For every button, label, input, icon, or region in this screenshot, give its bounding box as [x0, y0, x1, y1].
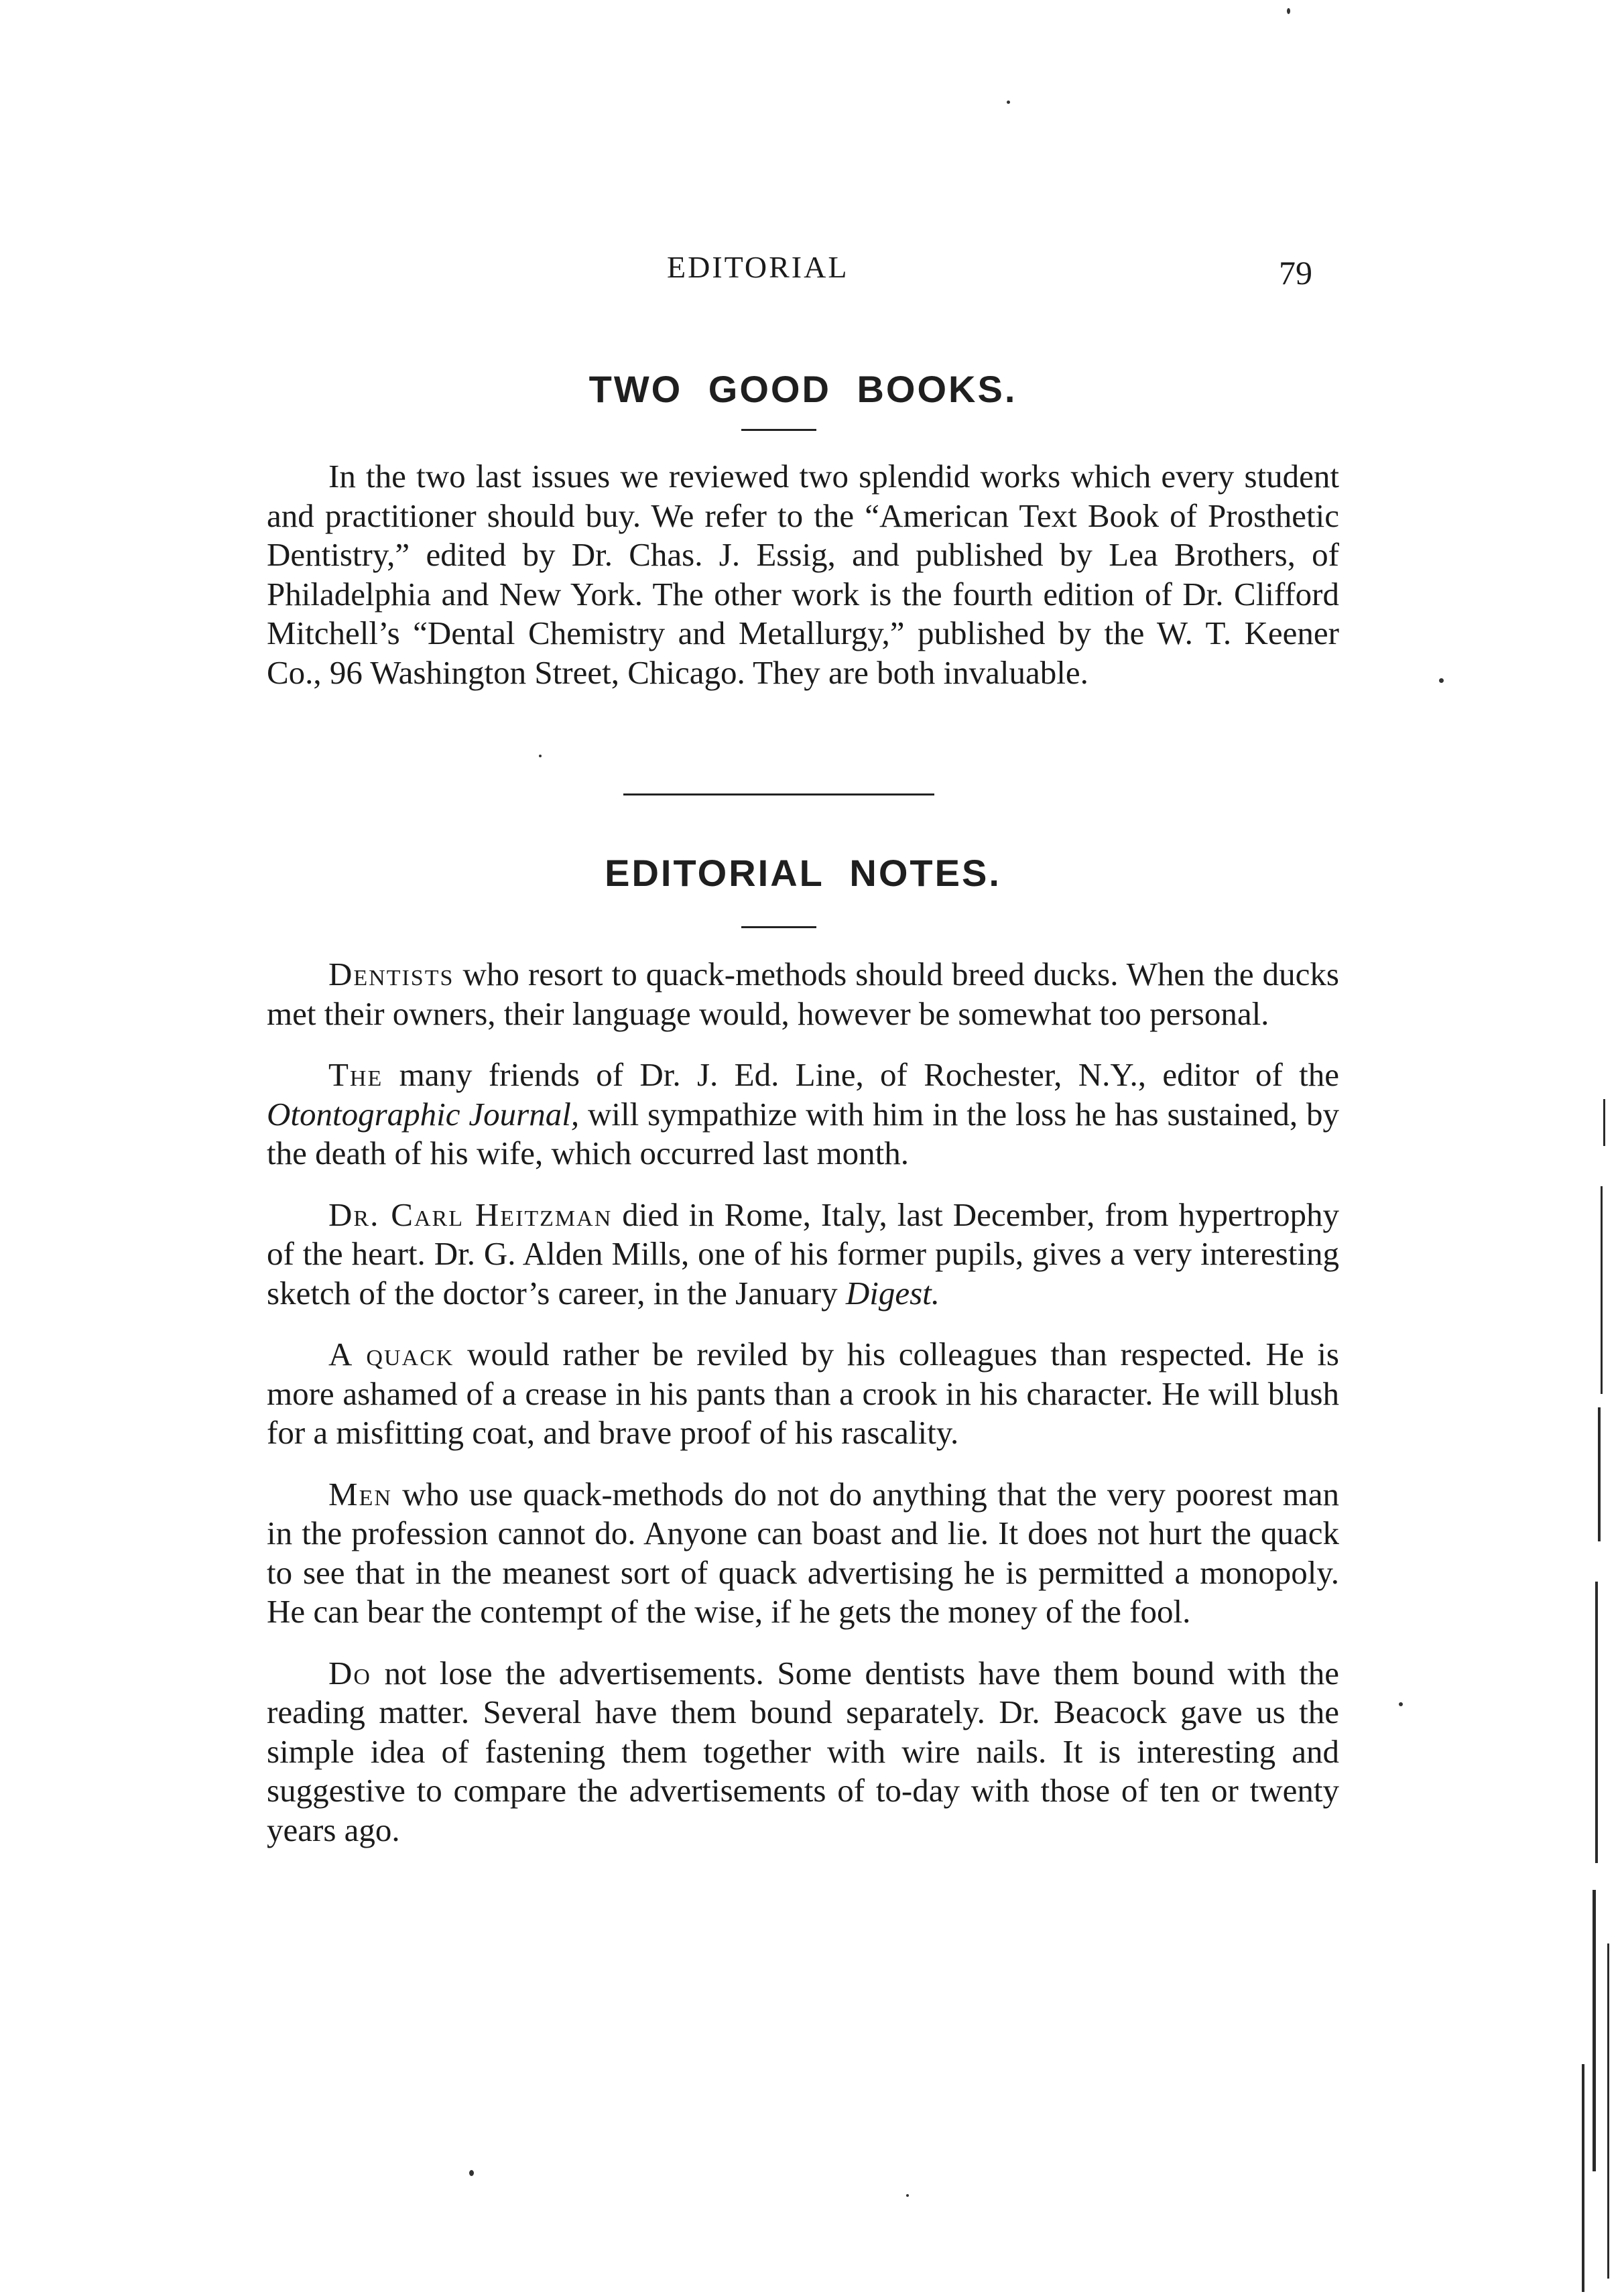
binding-edge-mark — [1603, 1099, 1605, 1146]
note-lead-in: A quack — [328, 1336, 454, 1373]
scan-speck — [539, 755, 542, 757]
books-paragraph-body: In the two last issues we reviewed two splendid works which every student and practitioner should buy. We refer to the “American Text Book of Prosthetic Dentistry,” edited by Dr. Chas. J. Essig, and published by Lea Brothers, of Philadelphia and New York. The other work is the fourth edition of Dr. Clifford Mitchell’s “Dental Chemistry and Metallurgy,” published by the W. T. Keener Co., 96 Washington Street, Chicago. They are both invaluable. — [267, 458, 1339, 691]
note-paragraph — [267, 1335, 1339, 1453]
books-paragraph-text — [267, 457, 1339, 692]
page-number: 79 — [1279, 254, 1312, 292]
scan-speck — [906, 2194, 909, 2197]
note-paragraph — [267, 1475, 1339, 1632]
scan-speck — [1399, 1702, 1403, 1706]
note-lead-in: Do — [328, 1654, 371, 1692]
binding-edge-mark — [1582, 2064, 1584, 2292]
running-head-title: EDITORIAL — [667, 250, 849, 284]
binding-edge-mark — [1601, 1186, 1603, 1394]
section-divider-rule — [623, 793, 934, 795]
scan-speck — [1439, 678, 1444, 683]
note-paragraph — [267, 1654, 1339, 1850]
section-heading-notes: EDITORIAL NOTES. — [605, 852, 1001, 894]
books-paragraph — [267, 457, 1339, 692]
scan-speck — [469, 2170, 474, 2176]
running-head — [0, 249, 1622, 290]
heading-rule-short — [741, 429, 816, 431]
note-lead-in: Men — [328, 1475, 392, 1513]
note-text: died in Rome, Italy, last December, from hypertrophy of the heart. Dr. G. Alden Mills, one of his former pupils, gives a very interesting sketch of the doctor’s career, in the January — [267, 1196, 1339, 1312]
journal-title-italic: Digest. — [845, 1274, 940, 1312]
binding-edge-mark — [1595, 1582, 1598, 1863]
note-lead-in: The — [328, 1056, 383, 1093]
note-text: not lose the advertisements. Some dentists have them bound with the reading matter. Several have them bound separately. Dr. Beacock gave us the simple idea of fastening them together with wire nails. It is interesting and suggestive to compare the advertisements of to-day with those of ten or twenty years ago. — [267, 1654, 1339, 1848]
section-heading-books: TWO GOOD BOOKS. — [588, 368, 1017, 410]
binding-edge-mark — [1598, 1407, 1601, 1541]
note-lead-in: Dr. Carl Heitzman — [328, 1196, 613, 1233]
note-paragraph — [267, 955, 1339, 1033]
heading-rule-short — [741, 926, 816, 928]
note-lead-in: Dentists — [328, 956, 454, 993]
binding-edge-mark — [1607, 1943, 1609, 2279]
note-text: who resort to quack-methods should breed ducks. When the ducks met their owners, their language would, however be somewhat too personal. — [267, 956, 1339, 1032]
note-text: will sympathize with him in the loss he has sustained, by the death of his wife, which occurred last month. — [267, 1095, 1339, 1171]
journal-title-italic: Otontographic Journal, — [267, 1095, 580, 1133]
editorial-notes — [267, 955, 1339, 1872]
note-paragraph — [267, 1196, 1339, 1314]
scan-speck — [1287, 8, 1290, 14]
note-paragraph — [267, 1056, 1339, 1173]
binding-edge-mark — [1593, 1890, 1596, 2171]
note-text: many friends of Dr. J. Ed. Line, of Rochester, N.Y., editor of the — [383, 1056, 1339, 1093]
note-text: who use quack-methods do not do anything that the very poorest man in the profession cannot do. Anyone can boast and lie. It does not hurt the quack to see that in the meanest sort of quack advertising he is permitted a monopoly. He can bear the contempt of the wise, if he gets the money of the fool. — [267, 1475, 1339, 1630]
note-text: would rather be reviled by his colleagues than respected. He is more ashamed of a crease in his pants than a crook in his character. He will blush for a misfitting coat, and brave proof of his rascality. — [267, 1336, 1339, 1451]
scan-speck — [1007, 101, 1010, 104]
